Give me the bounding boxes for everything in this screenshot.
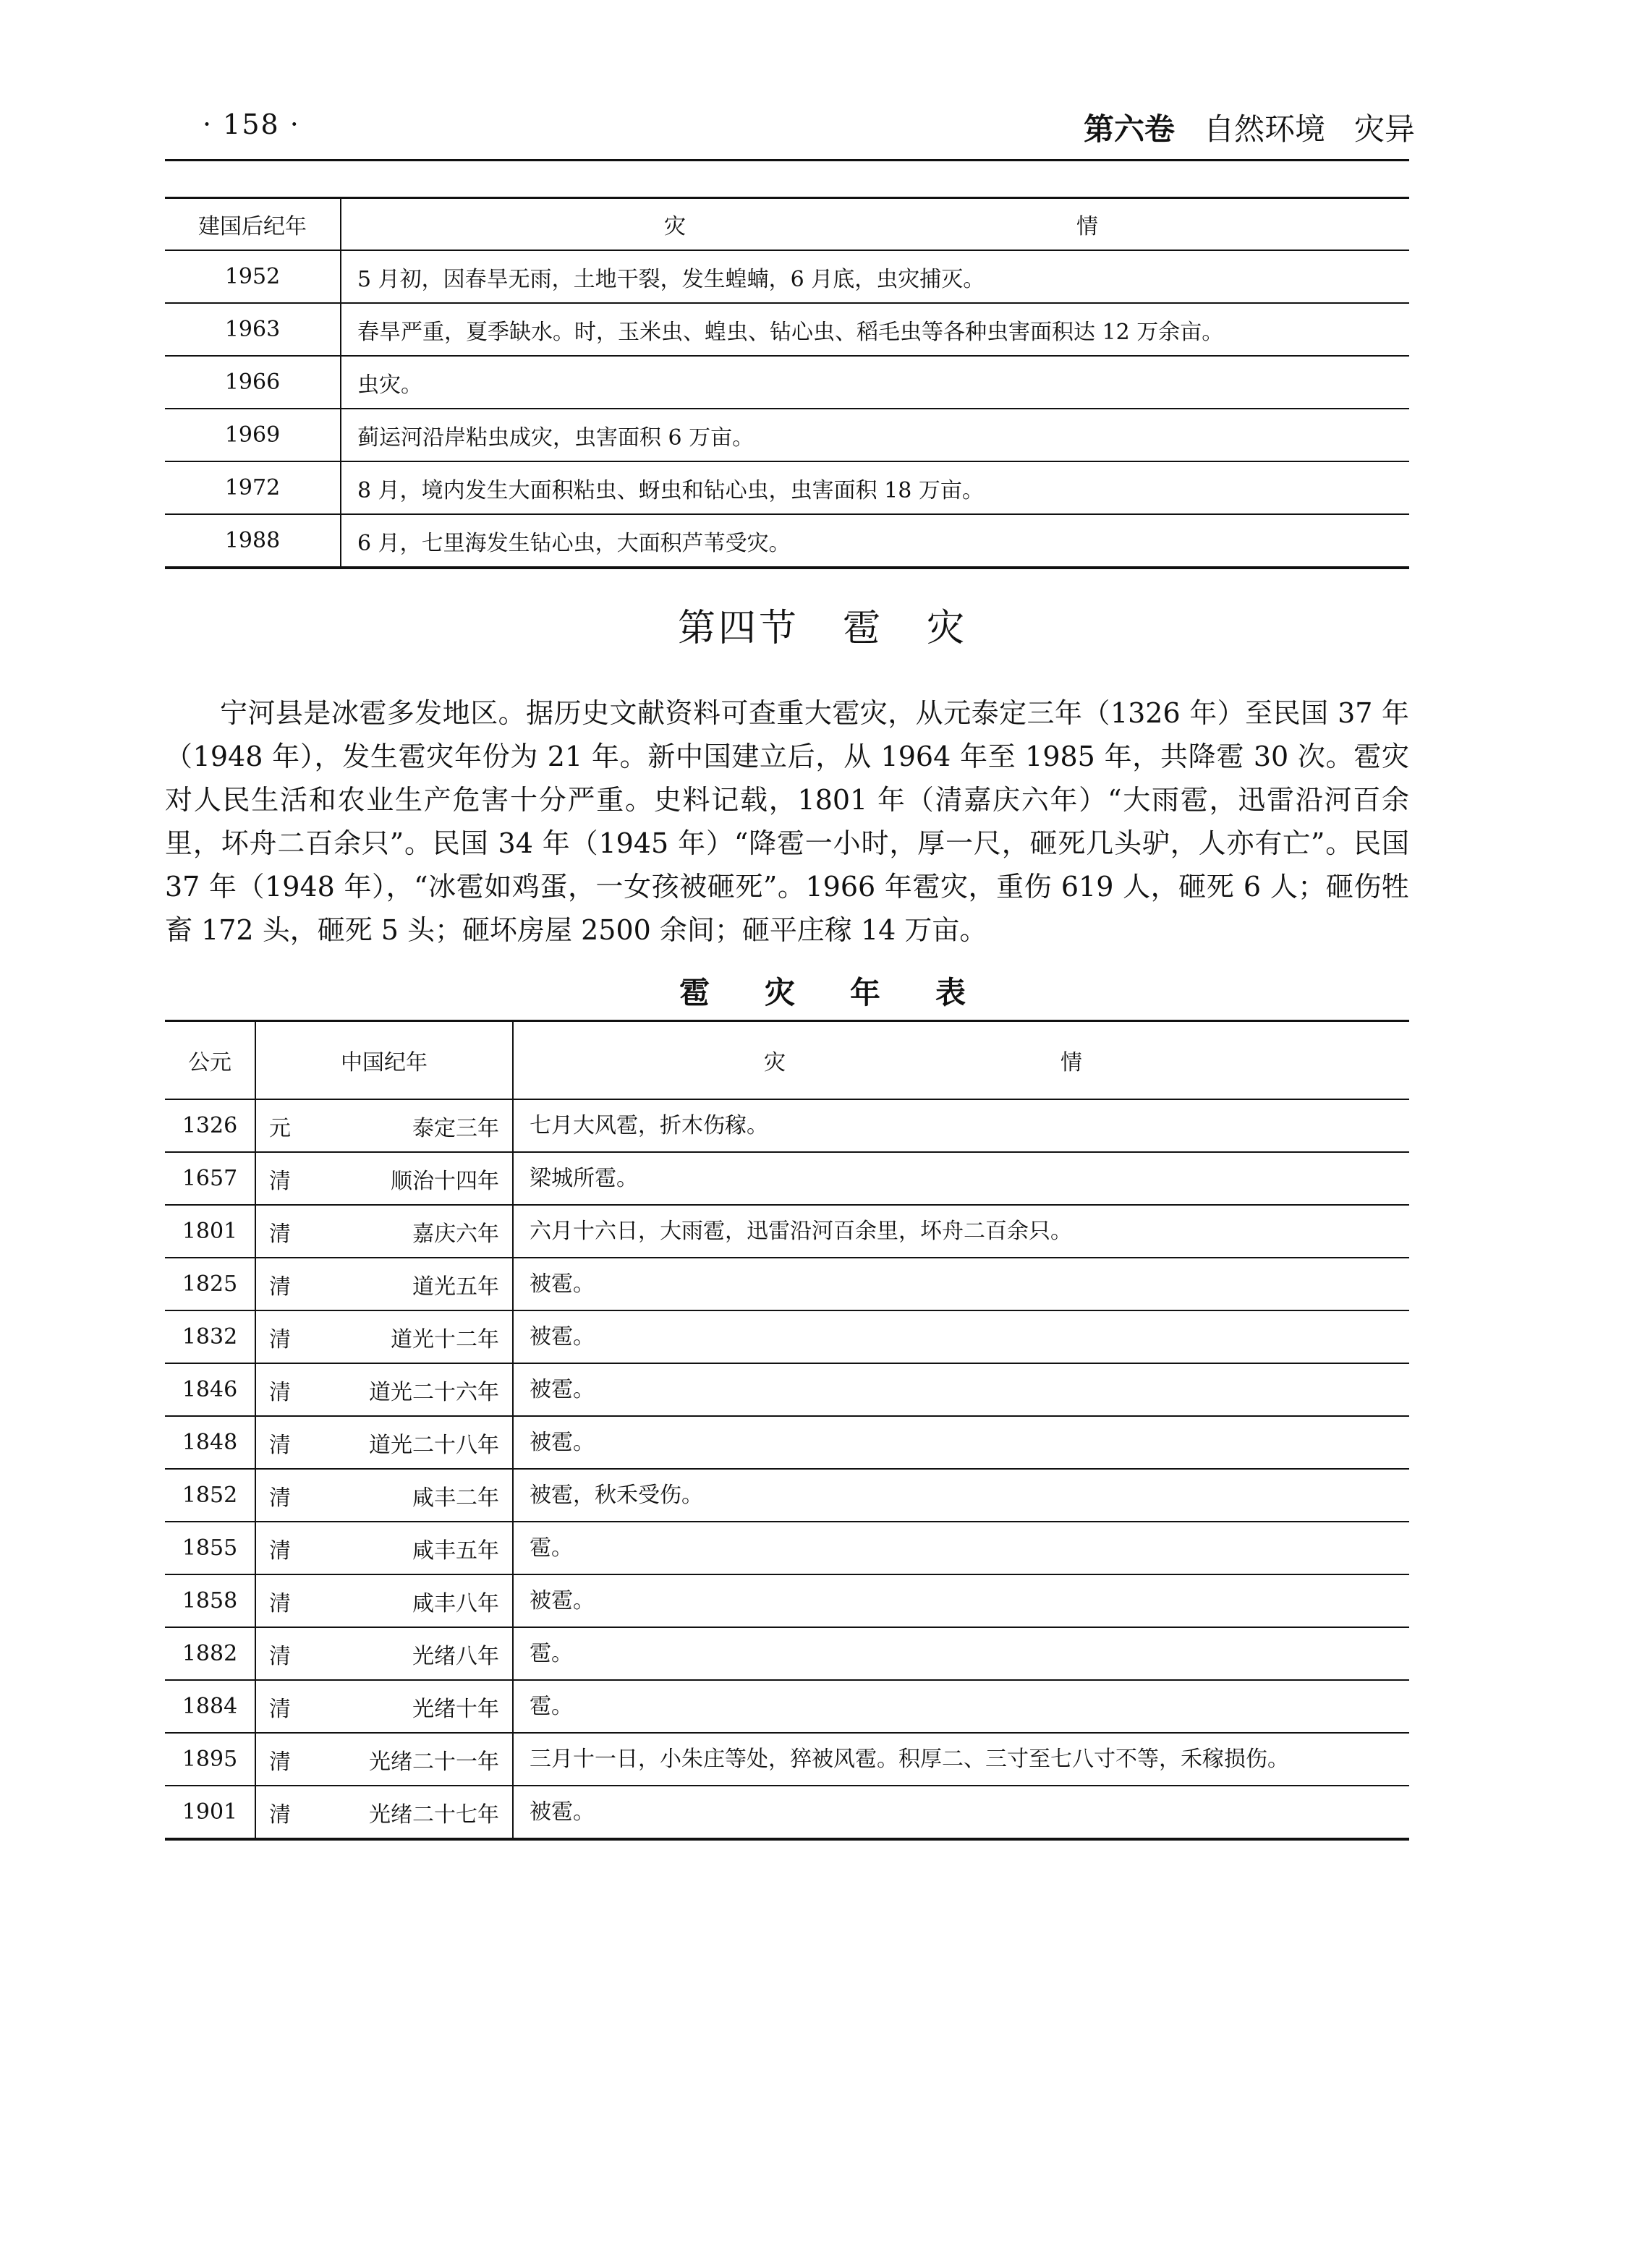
section-label: 自然环境 xyxy=(1203,111,1325,147)
disaster-header-right: 情 xyxy=(1076,214,1098,239)
dynasty-cell: 清 xyxy=(255,1574,297,1627)
ce-year-cell: 1882 xyxy=(165,1627,255,1680)
era-cell: 咸丰二年 xyxy=(297,1469,513,1522)
dynasty-cell: 清 xyxy=(255,1522,297,1574)
ce-year-cell: 1895 xyxy=(165,1733,255,1786)
era-cell: 道光五年 xyxy=(297,1258,513,1310)
era-cell: 顺治十四年 xyxy=(297,1152,513,1205)
year-cell: 1952 xyxy=(165,250,341,303)
disaster-cell: 5 月初，因春旱无雨，土地干裂，发生蝗蝻，6 月底，虫灾捕灭。 xyxy=(341,250,1409,303)
disaster-column-header xyxy=(341,198,1409,251)
table-title-char: 年 xyxy=(850,975,881,1010)
hail-disaster-table xyxy=(165,1020,1409,1841)
disaster-cell: 被雹。 xyxy=(513,1258,1409,1310)
dynasty-cell: 清 xyxy=(255,1680,297,1733)
table-row xyxy=(165,303,1409,356)
disaster-cell: 被雹。 xyxy=(513,1363,1409,1416)
year-cell: 1969 xyxy=(165,409,341,461)
paragraph-text: 宁河县是冰雹多发地区。据历史文献资料可查重大雹灾，从元泰定三年（1326 年）至民国 37 年（1948 年），发生雹灾年份为 21 年。新中国建立后，从 1964 年至 1985 年，共降雹 30 次。雹灾对人民生活和农业生产危害十分严重。史料记载，1801 年（清嘉庆六年）“大雨雹，迅雷沿河百余里，坏舟二百余只”。民国 34 年（1945 年）“降雹一小时，厚一尺，砸死几头驴，人亦有亡”。民国 37 年（1948 年），“冰雹如鸡蛋，一女孩被砸死”。1966 年雹灾，重伤 619 人，砸死 6 人；砸伤牲畜 172 头，砸死 5 头；砸坏房屋 2500 余间；砸平庄稼 14 万亩。 xyxy=(165,697,1409,946)
ce-year-cell: 1884 xyxy=(165,1680,255,1733)
dynasty-cell: 元 xyxy=(255,1099,297,1152)
table-row xyxy=(165,1733,1409,1786)
disaster-column-header xyxy=(513,1021,1409,1100)
era-cell: 泰定三年 xyxy=(297,1099,513,1152)
section-title xyxy=(0,597,1645,652)
year-cell: 1963 xyxy=(165,303,341,356)
header-rule xyxy=(165,159,1409,161)
era-cell: 嘉庆六年 xyxy=(297,1205,513,1258)
dynasty-cell: 清 xyxy=(255,1363,297,1416)
dynasty-cell: 清 xyxy=(269,1802,291,1828)
dynasty-cell: 清 xyxy=(255,1310,297,1363)
table-row xyxy=(165,1627,1409,1680)
dynasty-cell: 清 xyxy=(255,1258,297,1310)
disaster-cell: 虫灾。 xyxy=(341,356,1409,409)
table-row xyxy=(165,1574,1409,1627)
section-word-1: 雹 xyxy=(842,607,883,650)
table-row xyxy=(165,250,1409,303)
ce-year-cell: 1832 xyxy=(165,1310,255,1363)
disaster-cell: 七月大风雹，折木伤稼。 xyxy=(513,1099,1409,1152)
disaster-header-right: 情 xyxy=(1060,1050,1082,1075)
dynasty-cell: 清 xyxy=(255,1205,297,1258)
table-title xyxy=(0,969,1645,1012)
era-cell: 咸丰五年 xyxy=(297,1522,513,1574)
disaster-cell: 被雹。 xyxy=(513,1416,1409,1469)
table-title-char: 雹 xyxy=(679,975,710,1010)
table-row xyxy=(165,1416,1409,1469)
table-row xyxy=(165,356,1409,409)
table-row xyxy=(165,1469,1409,1522)
disaster-cell: 8 月，境内发生大面积粘虫、蚜虫和钻心虫，虫害面积 18 万亩。 xyxy=(341,461,1409,514)
disaster-cell: 被雹。 xyxy=(513,1310,1409,1363)
dynasty-cell: 清 xyxy=(255,1152,297,1205)
ce-column-header: 公元 xyxy=(165,1021,255,1100)
page-number: · 158 · xyxy=(203,108,300,140)
dynasty-cell: 清 xyxy=(255,1416,297,1469)
table-row xyxy=(165,409,1409,461)
era-cell: 道光十二年 xyxy=(297,1310,513,1363)
ce-year-cell: 1846 xyxy=(165,1363,255,1416)
year-cell: 1966 xyxy=(165,356,341,409)
section-number: 第四节 xyxy=(677,607,799,650)
disaster-cell: 雹。 xyxy=(513,1627,1409,1680)
table-header-row xyxy=(165,198,1409,251)
table-row xyxy=(165,1363,1409,1416)
ce-year-cell: 1901 xyxy=(165,1786,255,1839)
dynasty-cell: 清 xyxy=(255,1733,297,1786)
disaster-cell: 被雹。 xyxy=(530,1799,595,1825)
table-row xyxy=(165,1205,1409,1258)
table-title-char: 灾 xyxy=(764,975,795,1010)
disaster-cell: 梁城所雹。 xyxy=(513,1152,1409,1205)
table-row xyxy=(165,1310,1409,1363)
era-cell: 光绪八年 xyxy=(297,1627,513,1680)
disaster-cell: 三月十一日，小朱庄等处，猝被风雹。积厚二、三寸至七八寸不等，禾稼损伤。 xyxy=(513,1733,1409,1786)
era-cell: 光绪二十一年 xyxy=(297,1733,513,1786)
year-column-header: 建国后纪年 xyxy=(165,198,341,251)
disaster-header-left: 灾 xyxy=(764,1050,786,1075)
ce-year-cell: 1852 xyxy=(165,1469,255,1522)
disaster-cell: 被雹，秋禾受伤。 xyxy=(513,1469,1409,1522)
ce-year-cell: 1855 xyxy=(165,1522,255,1574)
table-row xyxy=(165,1786,1409,1839)
table-row xyxy=(165,1099,1409,1152)
disaster-cell: 六月十六日，大雨雹，迅雷沿河百余里，坏舟二百余只。 xyxy=(513,1205,1409,1258)
disaster-cell: 被雹。 xyxy=(513,1574,1409,1627)
section-word-2: 灾 xyxy=(927,607,968,650)
chinese-era-column-header: 中国纪年 xyxy=(255,1021,513,1100)
table-title-char: 表 xyxy=(935,975,966,1010)
subsection-label: 灾异 xyxy=(1353,111,1415,147)
disaster-header-left: 灾 xyxy=(664,214,686,239)
ce-year-cell: 1858 xyxy=(165,1574,255,1627)
dynasty-cell: 清 xyxy=(255,1469,297,1522)
ce-year-cell: 1326 xyxy=(165,1099,255,1152)
year-cell: 1988 xyxy=(165,514,341,568)
era-cell: 道光二十八年 xyxy=(297,1416,513,1469)
era-cell: 咸丰八年 xyxy=(297,1574,513,1627)
year-cell: 1972 xyxy=(165,461,341,514)
era-cell: 光绪十年 xyxy=(297,1680,513,1733)
ce-year-cell: 1657 xyxy=(165,1152,255,1205)
table-row xyxy=(165,1522,1409,1574)
disaster-cell: 雹。 xyxy=(513,1522,1409,1574)
ce-year-cell: 1825 xyxy=(165,1258,255,1310)
disaster-cell: 春旱严重，夏季缺水。时，玉米虫、蝗虫、钻心虫、稻毛虫等各种虫害面积达 12 万余亩。 xyxy=(341,303,1409,356)
table-row xyxy=(165,461,1409,514)
dynasty-cell: 清 xyxy=(255,1627,297,1680)
body-paragraph xyxy=(165,691,1409,952)
ce-year-cell: 1848 xyxy=(165,1416,255,1469)
volume-label: 第六卷 xyxy=(1083,111,1175,147)
table-row xyxy=(165,514,1409,568)
disaster-cell: 6 月，七里海发生钻心虫，大面积芦苇受灾。 xyxy=(357,530,791,556)
era-cell: 道光二十六年 xyxy=(297,1363,513,1416)
ce-year-cell: 1801 xyxy=(165,1205,255,1258)
table-row xyxy=(165,1258,1409,1310)
table-row xyxy=(165,1680,1409,1733)
table-header-row xyxy=(165,1021,1409,1100)
era-cell: 光绪二十七年 xyxy=(297,1786,513,1839)
disaster-cell: 蓟运河沿岸粘虫成灾，虫害面积 6 万亩。 xyxy=(341,409,1409,461)
disaster-cell: 雹。 xyxy=(513,1680,1409,1733)
table-row xyxy=(165,1152,1409,1205)
insect-disaster-table xyxy=(165,197,1409,569)
running-head xyxy=(1084,106,1415,149)
